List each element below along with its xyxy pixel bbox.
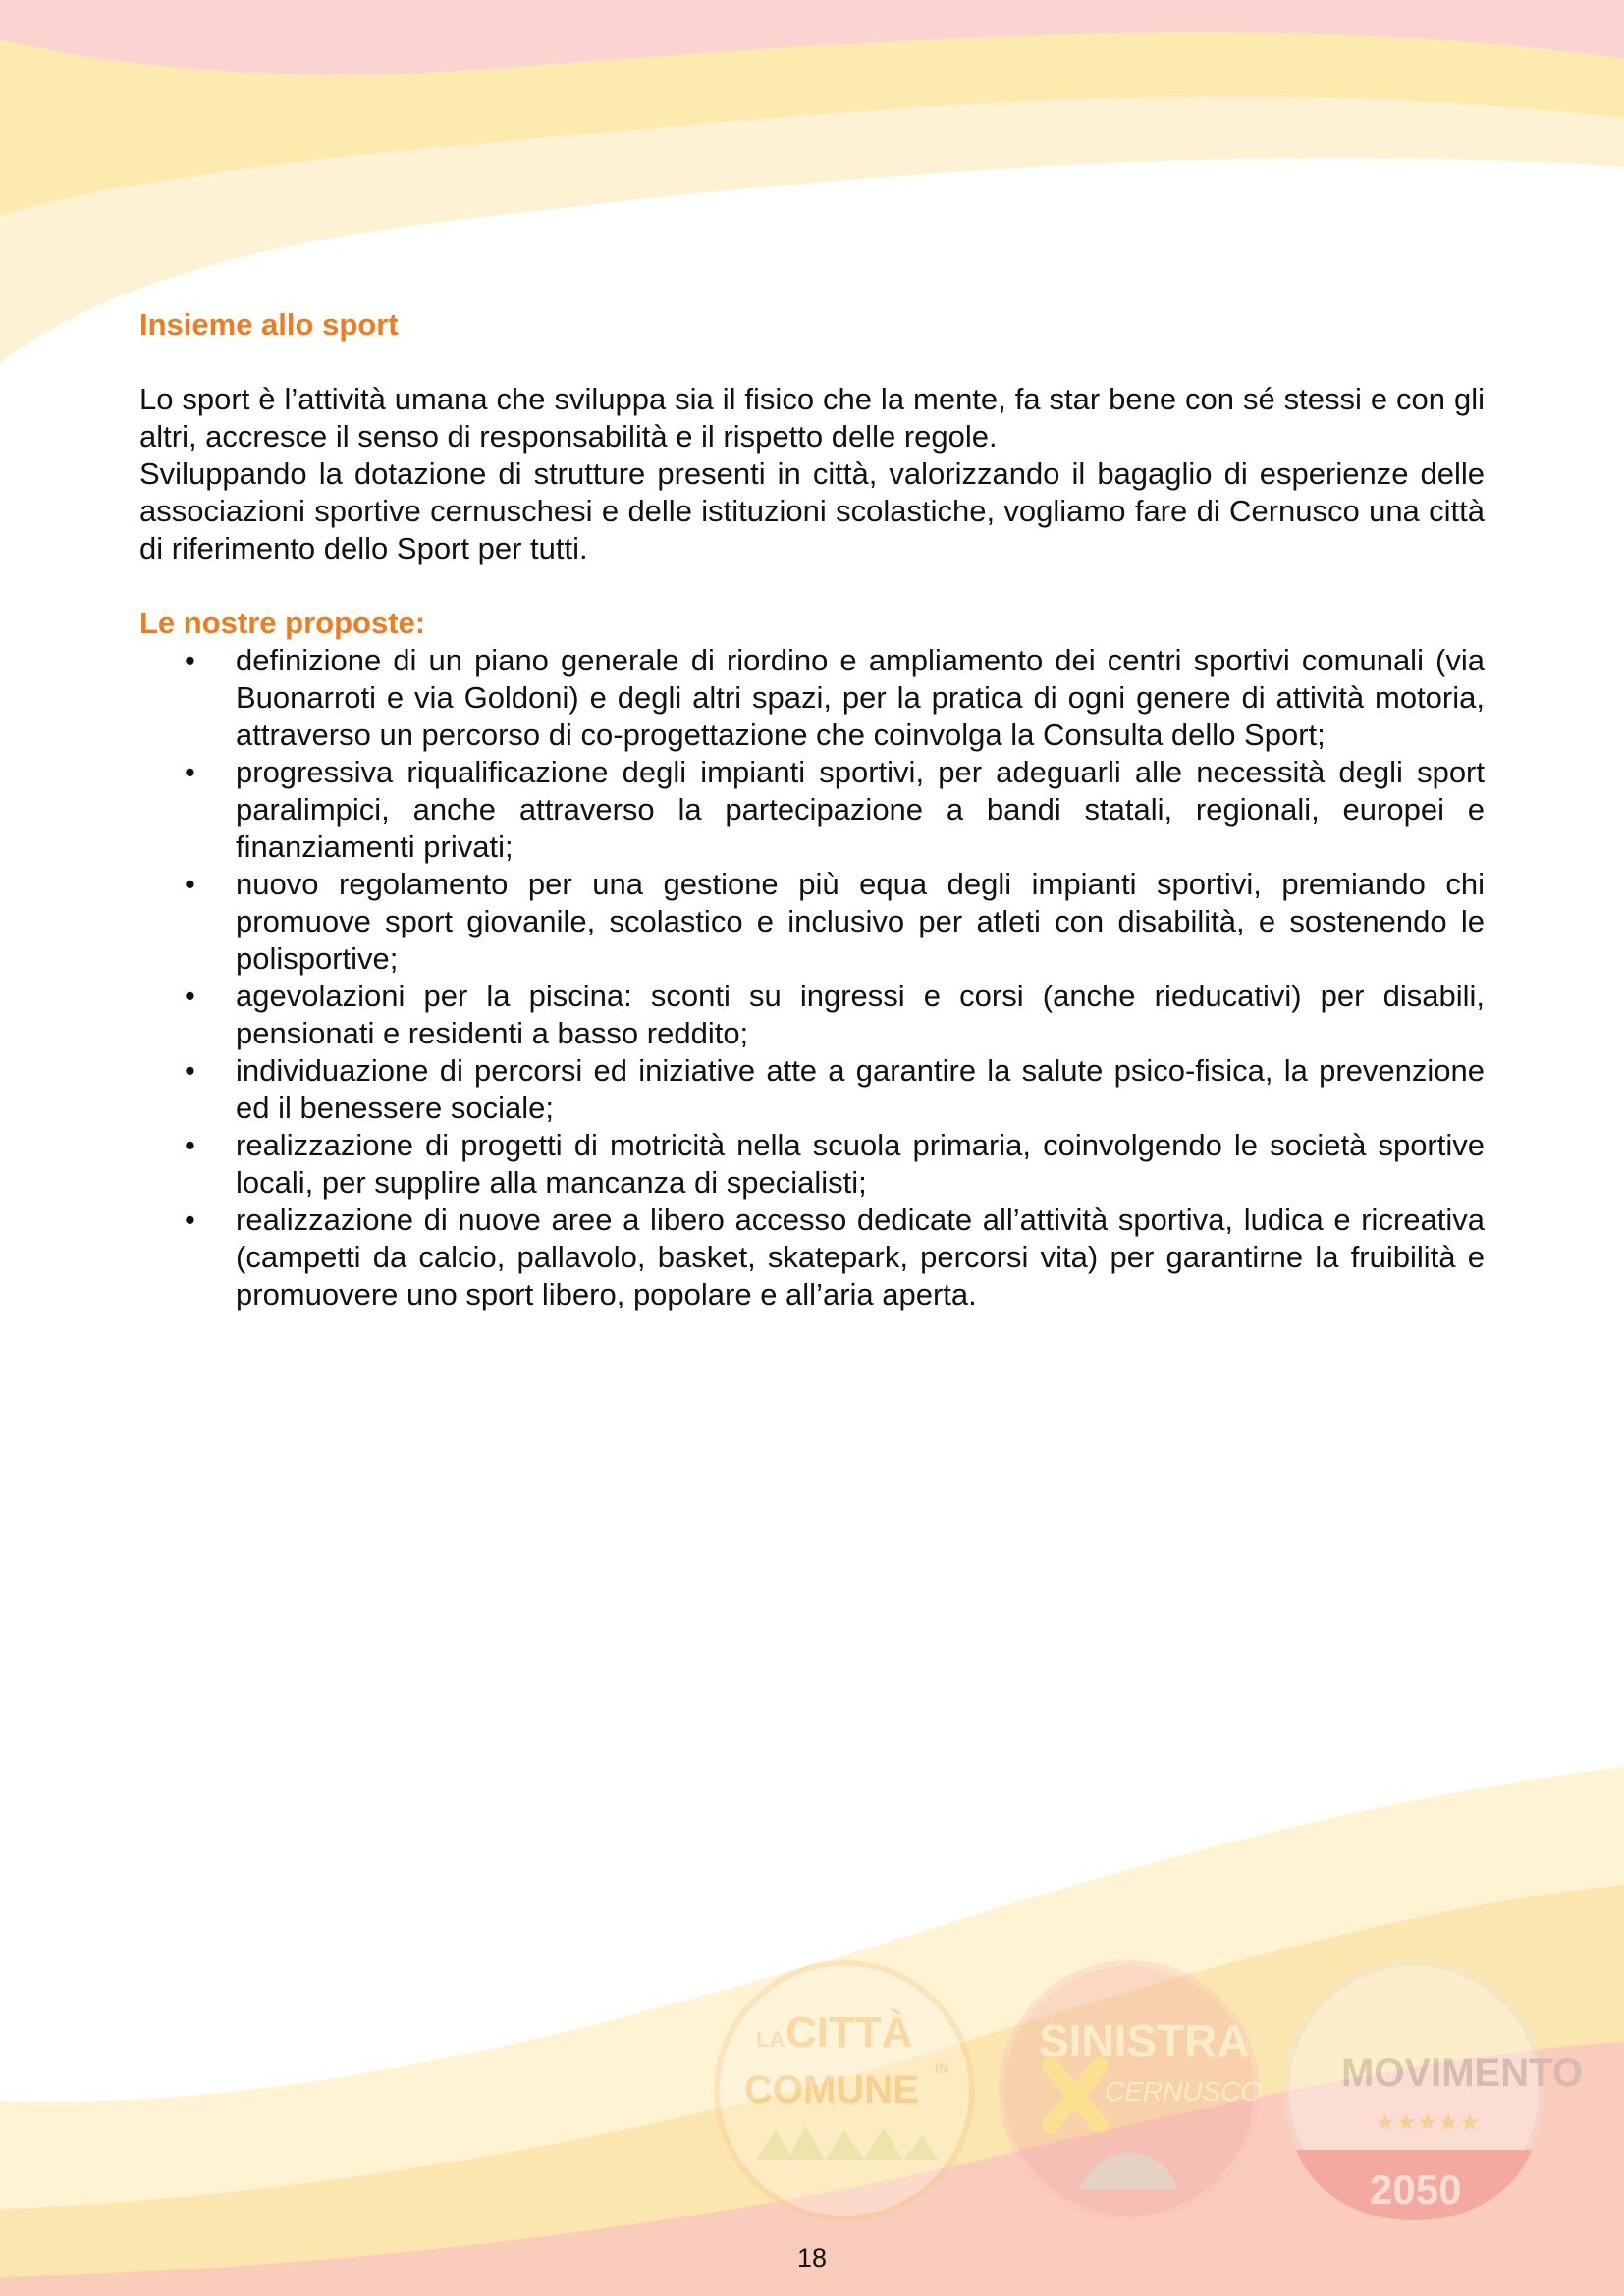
bullet-icon: •	[185, 1128, 195, 1162]
logo-stars: ★★★★★	[1375, 2109, 1481, 2136]
list-item	[185, 1201, 1485, 1313]
page-number: 18	[796, 2243, 828, 2272]
logo-in-text: IN	[935, 2060, 948, 2076]
logo-comune-text: COMUNE	[744, 2068, 919, 2111]
list-item	[185, 1052, 1485, 1127]
list-item	[185, 642, 1485, 754]
bullet-icon: •	[185, 867, 195, 901]
bullet-icon: •	[185, 755, 195, 789]
logo-sinistra-text: SINISTRA	[1039, 2015, 1250, 2066]
bullet-icon: •	[185, 1053, 195, 1088]
list-item-text: definizione di un piano generale di riordino e ampliamento dei centri sportivi comunali (via Buonarroti e via Goldoni) e degli altri spazi, per la pratica di ogni genere di attività motoria, attraverso un percorso di co-progettazione che coinvolga la Consulta dello Sport;	[236, 643, 1485, 752]
list-item	[185, 754, 1485, 866]
logo-la-text: LA	[756, 2027, 785, 2052]
list-item-text: realizzazione di nuove aree a libero accesso dedicate all’attività sportiva, ludica e ricreativa (campetti da calcio, pallavolo, basket, skatepark, percorsi vita) per garantirne la fruibilità e promuovere uno sport libero, popolare e all’aria aperta.	[236, 1202, 1485, 1311]
proposals-list	[139, 642, 1485, 1313]
list-item-text: nuovo regolamento per una gestione più equa degli impianti sportivi, premiando chi promuove sport giovanile, scolastico e inclusivo per atleti con disabilità, e sostenendo le polisportive;	[236, 867, 1485, 976]
section-title: Insieme allo sport	[139, 307, 399, 342]
logo-year-text: 2050	[1370, 2166, 1462, 2213]
bullet-icon: •	[185, 643, 195, 677]
bullet-icon: •	[185, 1202, 195, 1237]
list-item-text: realizzazione di progetti di motricità nella scuola primaria, coinvolgendo le società sportive locali, per supplire alla mancanza di specialisti;	[236, 1128, 1485, 1200]
proposals-title: Le nostre proposte:	[139, 606, 426, 640]
logo-citta-text: CITTÀ	[785, 2008, 913, 2056]
list-item	[185, 866, 1485, 978]
list-item-text: progressiva riqualificazione degli impianti sportivi, per adeguarli alle necessità degli sport paralimpici, anche attraverso la partecipazione a bandi statali, regionali, europei e finanziamenti privati;	[236, 755, 1485, 864]
logo-cernusco-text: CERNUSCO	[1105, 2076, 1263, 2107]
intro-paragraph-2: Sviluppando la dotazione di strutture presenti in città, valorizzando il bagaglio di esperienze delle associazioni sportive cernuschesi e delle istituzioni scolastiche, vogliamo fare di Cernusco una città di riferimento dello Sport per tutti.	[139, 456, 1485, 565]
list-item-text: agevolazioni per la piscina: sconti su ingressi e corsi (anche rieducativi) per disabili, pensionati e residenti a basso reddito;	[236, 979, 1485, 1050]
list-item	[185, 978, 1485, 1052]
bullet-icon: •	[185, 979, 195, 1013]
list-item	[185, 1127, 1485, 1201]
logo-movimento-text: MOVIMENTO	[1341, 2052, 1583, 2095]
list-item-text: individuazione di percorsi ed iniziative atte a garantire la salute psico-fisica, la prevenzione ed il benessere sociale;	[236, 1053, 1485, 1125]
intro-paragraph-1: Lo sport è l’attività umana che sviluppa sia il fisico che la mente, fa star bene con sé stessi e con gli altri, accresce il senso di responsabilità e il rispetto delle regole.	[139, 382, 1485, 454]
document-body	[139, 306, 1485, 1313]
